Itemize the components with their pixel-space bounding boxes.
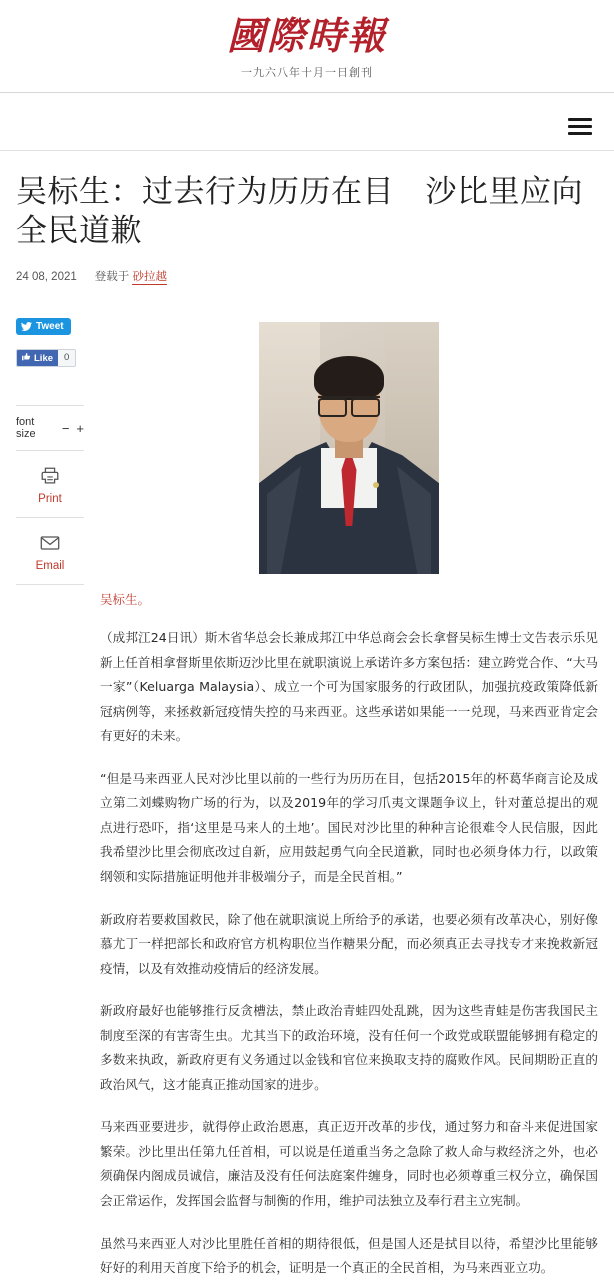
hamburger-line xyxy=(568,125,592,128)
masthead-title: 國際時報 xyxy=(226,13,387,58)
photo-caption: 吴标生。 xyxy=(100,593,151,608)
article-paragraph: 马来西亚要进步，就得停止政治恩惠，真正迈开改革的步伐，通过努力和奋斗来促进国家繁荣。沙比里出任第九任首相，可以说是任道重当务之急除了救人命与救经济之外，也必须确保内阁成员诚信，廉洁及没有任何法庭案件缠身，同时也必须尊重三权分立，确保国会正常运作，发挥国会监督与制衡的作用，维护司法独立及奉行君主立宪制。 xyxy=(100,1119,598,1208)
page-title: 吴标生：过去行为历历在目 沙比里应向全民道歉 xyxy=(16,173,583,250)
envelope-icon xyxy=(16,532,84,554)
twitter-bird-icon xyxy=(21,321,32,332)
article-photo xyxy=(259,322,439,574)
font-size-label: font size xyxy=(16,416,36,441)
share-tools-column xyxy=(16,318,94,1281)
article-paragraph: 新政府最好也能够推行反贪槽法，禁止政治青蛙四处乱跳，因为这些青蛙是伤害我国民主制度至深的有害寄生虫。尤其当下的政治环境，没有任何一个政党或联盟能够拥有稳定的多数来执政，新政府更有义务通过以金钱和官位来换取支持的腐败作风。民间期盼正直的政治风气，这才能真正推动国家的进步。 xyxy=(100,1003,598,1092)
article-photo-wrap xyxy=(100,322,598,574)
email-button[interactable] xyxy=(16,518,84,585)
navigation-bar xyxy=(0,103,614,151)
source-group xyxy=(95,268,167,284)
font-size-decrease-button[interactable]: − xyxy=(61,420,70,436)
hamburger-line xyxy=(568,132,592,135)
photo-lapel-pin xyxy=(373,482,379,488)
article-paragraph: “但是马来西亚人民对沙比里以前的一些行为历历在目，包括2015年的杯葛华商言论及成立第二刘蝶购物广场的行为，以及2019年的学习爪夷文课题争议上，针对董总提出的观点进行恐吓，指‘这里是马来人的土地’。国民对沙比里的种种言论很难令人民信服，因此我希望沙比里会彻底改过自新，应用鼓起勇气向全民道歉，同时也必须身体力行，以政策纲领和实际措施证明他并非极端分子，而是全民首相。” xyxy=(100,770,598,884)
print-button[interactable] xyxy=(16,451,84,518)
facebook-like-button[interactable] xyxy=(17,350,58,366)
facebook-like-widget[interactable] xyxy=(16,349,76,367)
article-meta xyxy=(16,268,598,284)
masthead xyxy=(0,0,614,103)
facebook-like-label: Like xyxy=(34,352,54,364)
hamburger-line xyxy=(568,118,592,121)
font-size-control[interactable] xyxy=(16,405,84,451)
article-body-wrap xyxy=(0,318,614,1281)
article-paragraph: （成邦江24日讯）斯木省华总会长兼成邦江中华总商会会长拿督吴标生博士文告表示乐见新上任首相拿督斯里依斯迈沙比里在就职演说上承诺许多方案包括：建立跨党合作、“大马一家”（Keluarga Malaysia）、成立一个可为国家服务的行政团队，加强抗疫政策降低新冠病例等，来拯救新冠疫情失控的马来西亚。这些承诺如果能一一兑现，马来西亚肯定会有更好的未来。 xyxy=(100,630,598,744)
facebook-like-count: 0 xyxy=(58,350,75,366)
article-paragraph: 虽然马来西亚人对沙比里胜任首相的期待很低，但是国人还是拭目以待，希望沙比里能够好好的利用天首度下给予的机会，证明是一个真正的全民首相，为马来西亚立功。 xyxy=(100,1235,598,1276)
tweet-button-label: Tweet xyxy=(36,321,64,333)
article-paragraph: 新政府若要救国救民，除了他在就职演说上所给予的承诺，也要必须有改革决心，别好像慕尤丁一样把部长和政府官方机构职位当作糖果分配，而必须真正去寻找专才来挽救新冠疫情，以及有效推动疫情后的经济发展。 xyxy=(100,911,598,976)
print-label: Print xyxy=(38,493,62,506)
source-link[interactable]: 砂拉越 xyxy=(132,271,167,284)
publish-date: 24 08, 2021 xyxy=(16,271,77,284)
article-header xyxy=(0,151,614,284)
masthead-subtitle: 一九六八年十月一日創刊 xyxy=(241,65,373,79)
tweet-button[interactable] xyxy=(16,318,71,335)
email-label: Email xyxy=(35,560,65,573)
photo-glasses xyxy=(318,396,380,413)
source-label: 登载于 xyxy=(94,271,130,284)
article-content xyxy=(94,318,598,1281)
printer-icon xyxy=(16,465,84,487)
font-size-increase-button[interactable]: + xyxy=(76,420,84,436)
thumbs-up-icon xyxy=(22,352,31,364)
masthead-divider xyxy=(0,92,614,93)
hamburger-menu-icon[interactable] xyxy=(568,118,592,135)
photo-hair xyxy=(314,356,384,400)
